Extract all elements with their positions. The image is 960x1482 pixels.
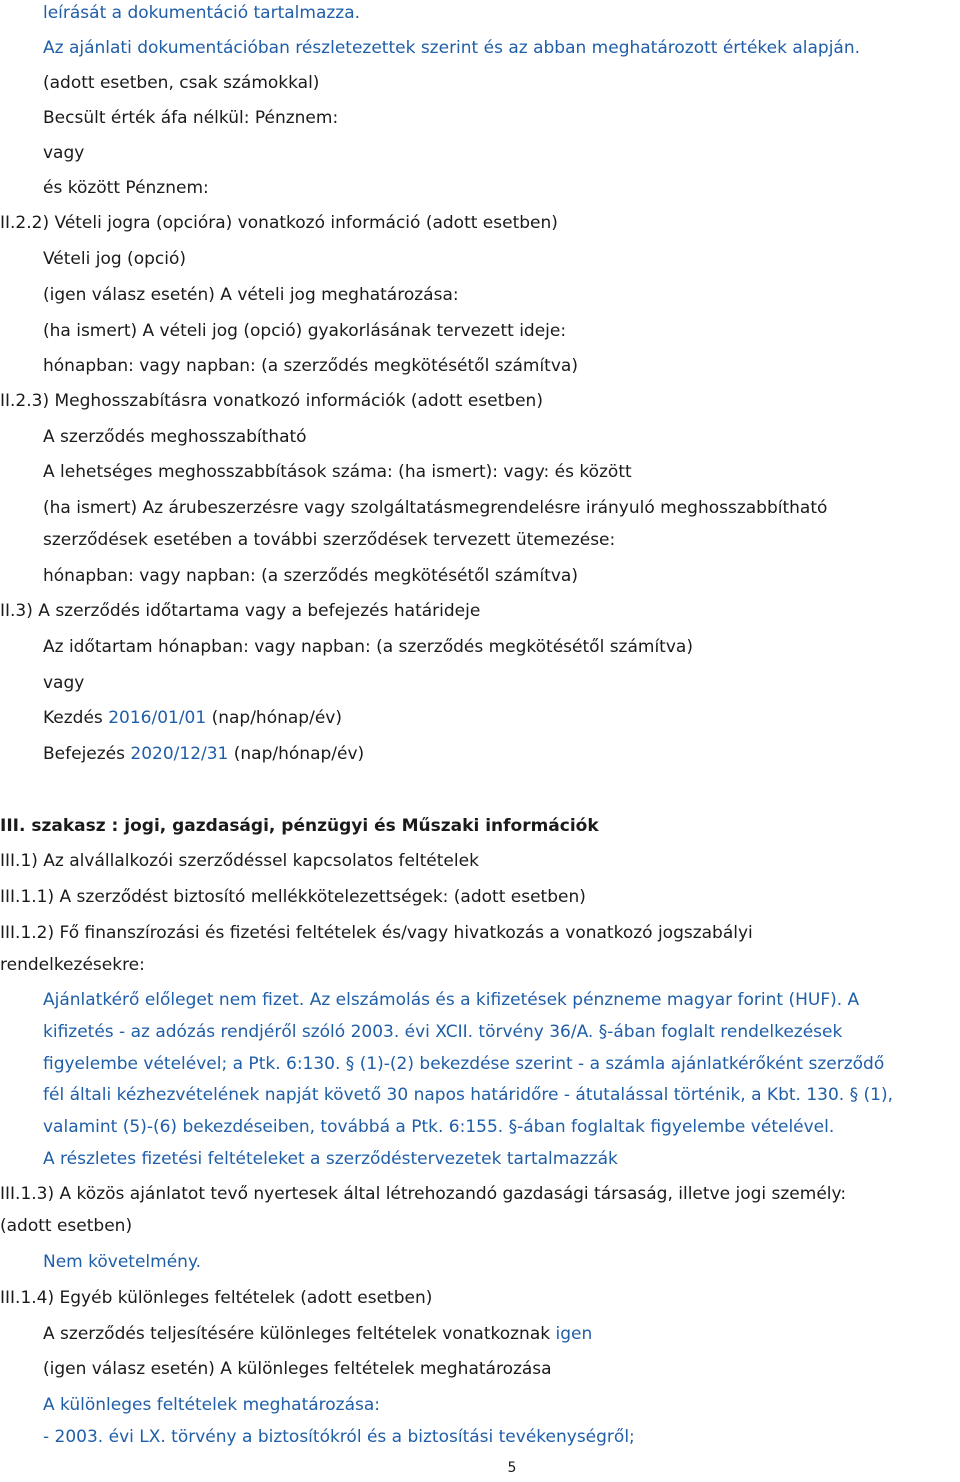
text-line: (ha ismert) A vételi jog (opció) gyakorlásának tervezett ideje:: [43, 321, 567, 341]
text-line: hónapban: vagy napban: (a szerződés megkötésétől számítva): [43, 356, 578, 376]
section-heading: III.1) Az alvállalkozói szerződéssel kapcsolatos feltételek: [0, 851, 479, 871]
section-heading: III.1.4) Egyéb különleges feltételek (adott esetben): [0, 1288, 433, 1308]
page-number: 5: [507, 1460, 517, 1476]
payment-text: kifizetés - az adózás rendjéről szóló 2003. évi XCII. törvény 36/A. §-ában foglalt rendelkezések: [43, 1022, 843, 1042]
start-label: Kezdés: [43, 708, 109, 728]
payment-text: fél általi kézhezvételének napját követő 30 napos határidőre - átutalással történik, a Kbt. 130. § (1),: [43, 1085, 893, 1105]
payment-text: A részletes fizetési feltételeket a szerződéstervezetek tartalmazzák: [43, 1149, 618, 1169]
section-heading: II.3) A szerződés időtartama vagy a befejezés határideje: [0, 601, 481, 621]
text-line: [43, 1323, 592, 1345]
text-line: vagy: [43, 673, 85, 693]
payment-text: Ajánlatkérő előleget nem fizet. Az elszámolás és a kifizetések pénzneme magyar forint (HUF). A: [43, 990, 860, 1010]
start-date-line: [43, 707, 342, 729]
date-format: (nap/hónap/év): [228, 744, 365, 764]
text-line: Az ajánlati dokumentációban részletezettek szerint és az abban meghatározott értékek alapján.: [43, 38, 861, 58]
conditions-label: A szerződés teljesítésére különleges feltételek vonatkoznak: [43, 1324, 556, 1344]
text-line: (igen válasz esetén) A vételi jog meghatározása:: [43, 285, 459, 305]
text-line: vagy: [43, 143, 85, 163]
section-heading: III.1.3) A közös ajánlatot tevő nyertesek által létrehozandó gazdasági társaság, illetve jogi személy:: [0, 1184, 847, 1204]
date-format: (nap/hónap/év): [206, 708, 342, 728]
text-line: A lehetséges meghosszabbítások száma: (ha ismert): vagy: és között: [43, 462, 632, 482]
answer-text: Nem követelmény.: [43, 1252, 201, 1272]
text-line: szerződések esetében a további szerződések tervezett ütemezése:: [43, 530, 616, 550]
payment-text: figyelembe vételével; a Ptk. 6:130. § (1)-(2) bekezdése szerint - a számla ajánlatkérőként szerződő: [43, 1054, 885, 1074]
text-line: (adott esetben, csak számokkal): [43, 73, 320, 93]
answer-text: - 2003. évi LX. törvény a biztosítókról és a biztosítási tevékenységről;: [43, 1427, 635, 1447]
text-line: Becsült érték áfa nélkül: Pénznem:: [43, 108, 339, 128]
text-line: (ha ismert) Az árubeszerzésre vagy szolgáltatásmegrendelésre irányuló meghosszabbítható: [43, 498, 828, 518]
text-line: és között Pénznem:: [43, 178, 209, 198]
end-date-value: 2020/12/31: [130, 744, 229, 764]
section-heading: II.2.3) Meghosszabításra vonatkozó információk (adott esetben): [0, 391, 543, 411]
text-line: Vételi jog (opció): [43, 249, 186, 269]
text-line: hónapban: vagy napban: (a szerződés megkötésétől számítva): [43, 566, 578, 586]
text-line: Az időtartam hónapban: vagy napban: (a szerződés megkötésétől számítva): [43, 637, 693, 657]
end-label: Befejezés: [43, 744, 131, 764]
section-heading: III.1.2) Fő finanszírozási és fizetési feltételek és/vagy hivatkozás a vonatkozó jogszabályi: [0, 923, 753, 943]
answer-text: A különleges feltételek meghatározása:: [43, 1395, 381, 1415]
conditions-value: igen: [555, 1324, 593, 1344]
text-line: (igen válasz esetén) A különleges feltételek meghatározása: [43, 1359, 552, 1379]
part-heading: III. szakasz : jogi, gazdasági, pénzügyi és Műszaki információk: [0, 816, 599, 836]
text-line: leírását a dokumentáció tartalmazza.: [43, 3, 361, 23]
section-heading: II.2.2) Vételi jogra (opcióra) vonatkozó információ (adott esetben): [0, 213, 558, 233]
section-heading: III.1.1) A szerződést biztosító mellékkötelezettségek: (adott esetben): [0, 887, 586, 907]
text-line: A szerződés meghosszabítható: [43, 427, 307, 447]
start-date-value: 2016/01/01: [108, 708, 207, 728]
section-heading-cont: (adott esetben): [0, 1216, 133, 1236]
end-date-line: [43, 743, 364, 765]
payment-text: valamint (5)-(6) bekezdéseiben, továbbá a Ptk. 6:155. §-ában foglaltak figyelembe vételével.: [43, 1117, 835, 1137]
section-heading-cont: rendelkezésekre:: [0, 955, 145, 975]
